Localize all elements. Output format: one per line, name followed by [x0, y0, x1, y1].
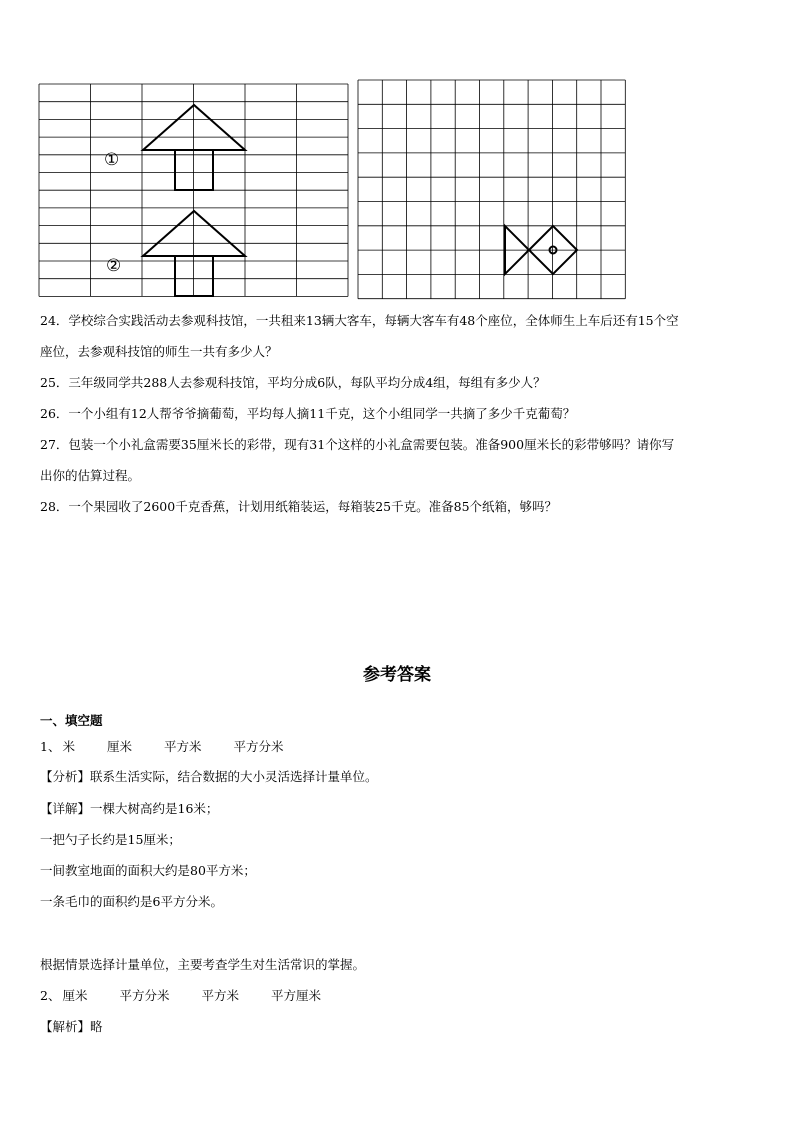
answer-1-num: 1、 [40, 739, 61, 754]
answer-1-item: 厘米 [106, 739, 132, 754]
roof-triangle-1 [143, 105, 245, 150]
figure-label-1: ① [104, 150, 120, 170]
answer-2-item: 平方分米 [119, 988, 170, 1003]
answer-1-item: 平方分米 [233, 739, 284, 754]
answer-1-item: 平方米 [163, 739, 202, 754]
roof-triangle-2 [143, 211, 245, 256]
question-24-line2: 座位，去参观科技馆的师生一共有多少人？ [40, 344, 278, 359]
detail-1: 【详解】一棵大树高约是16米； [40, 801, 219, 816]
question-26: 26．一个小组有12人帮爷爷摘葡萄，平均每人摘11千克，这个小组同学一共摘了多少千克葡萄？ [40, 406, 576, 421]
answer-1 [40, 738, 316, 756]
answer-2-item: 平方米 [201, 988, 239, 1003]
answer-2-item: 厘米 [62, 988, 88, 1003]
section-heading: 一、填空题 [40, 713, 103, 728]
question-28: 28．一个果园收了2600千克香蕉，计划用纸箱装运，每箱装25千克。准备85个纸箱，够吗？ [40, 499, 558, 514]
answer-2-item: 平方厘米 [271, 988, 322, 1003]
question-24-line1: 24．学校综合实践活动去参观科技馆，一共租来13辆大客车，每辆大客车有48个座位，全体师生上车后还有15个空 [40, 313, 679, 328]
analysis-1: 【分析】联系生活实际，结合数据的大小灵活选择计量单位。 [40, 769, 378, 784]
answers-title: 参考答案 [363, 665, 431, 685]
answer-1-item: 米 [62, 739, 75, 754]
figure-label-2: ② [106, 256, 122, 276]
detail-4: 一条毛巾的面积约是6平方分米。 [40, 894, 223, 909]
detail-3: 一间教室地面的面积大约是80平方米； [40, 863, 256, 878]
question-27-line2: 出你的估算过程。 [40, 468, 141, 483]
question-27-line1: 27．包装一个小礼盒需要35厘米长的彩带，现有31个这样的小礼盒需要包装。准备900厘米长的彩带够吗？请你写 [40, 437, 675, 452]
answer-2-num: 2、 [40, 988, 61, 1003]
question-25: 25．三年级同学共288人去参观科技馆，平均分成6队，每队平均分成4组，每组有多少人？ [40, 375, 546, 390]
detail-2: 一把勺子长约是15厘米； [40, 832, 181, 847]
answer-2 [40, 987, 353, 1005]
body-rect-1 [175, 150, 213, 190]
analysis-2: 【解析】略 [40, 1019, 103, 1034]
summary-1: 根据情景选择计量单位，主要考查学生对生活常识的掌握。 [40, 957, 366, 972]
body-rect-2 [175, 256, 213, 296]
